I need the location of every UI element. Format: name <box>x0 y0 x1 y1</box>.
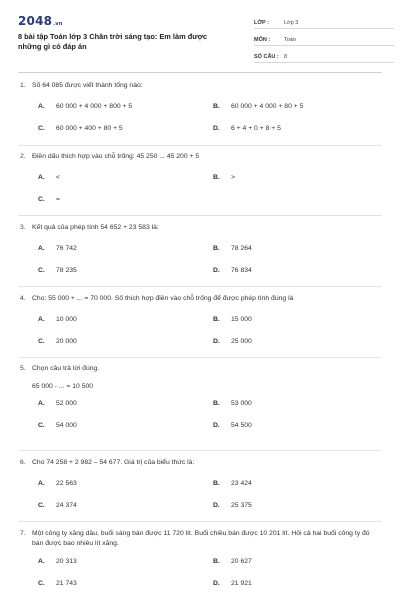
question-number: 1. <box>20 82 26 89</box>
option-letter: C. <box>38 580 45 587</box>
page-header <box>18 12 382 64</box>
option-c[interactable] <box>38 196 60 203</box>
meta-key: LỚP : <box>254 20 269 26</box>
option-text: 23 424 <box>231 480 252 487</box>
option-d[interactable] <box>213 422 252 429</box>
question-4 <box>18 294 382 362</box>
option-text: 78 264 <box>231 245 252 252</box>
option-text: 6 + 4 + 0 + 8 + 5 <box>231 125 281 132</box>
meta-row-count <box>254 49 394 63</box>
question-divider <box>18 145 382 146</box>
question-stem <box>18 529 382 549</box>
option-text: 25 375 <box>231 502 252 509</box>
option-letter: B. <box>213 316 220 323</box>
option-b[interactable] <box>213 245 252 252</box>
question-stem <box>18 81 382 91</box>
options <box>18 174 382 220</box>
option-letter: A. <box>38 316 45 323</box>
option-text: < <box>56 174 60 181</box>
question-stem <box>18 364 382 374</box>
option-a[interactable] <box>38 480 77 487</box>
option-letter: D. <box>213 125 220 132</box>
option-text: 15 000 <box>231 316 252 323</box>
option-letter: C. <box>38 502 45 509</box>
meta-value: Lớp 3 <box>284 20 299 26</box>
option-d[interactable] <box>213 502 252 509</box>
option-c[interactable] <box>38 580 77 587</box>
option-letter: B. <box>213 245 220 252</box>
option-letter: B. <box>213 400 220 407</box>
question-stem <box>18 294 382 304</box>
meta-value: Toán <box>284 37 296 43</box>
option-d[interactable] <box>213 125 281 132</box>
option-text: 60 000 + 4 000 + 800 + 5 <box>56 103 133 110</box>
options <box>18 480 382 526</box>
option-text: 20 313 <box>56 558 77 565</box>
question-2 <box>18 152 382 220</box>
option-letter: D. <box>213 338 220 345</box>
meta-key: MÔN : <box>254 37 271 43</box>
meta-key: SỐ CÂU : <box>254 54 279 60</box>
option-text: 25 000 <box>231 338 252 345</box>
option-text: 52 000 <box>56 400 77 407</box>
option-letter: C. <box>38 422 45 429</box>
option-text: 76 834 <box>231 267 252 274</box>
question-number: 4. <box>20 295 26 302</box>
option-letter: A. <box>38 480 45 487</box>
option-c[interactable] <box>38 422 77 429</box>
option-letter: B. <box>213 558 220 565</box>
option-d[interactable] <box>213 267 252 274</box>
option-letter: B. <box>213 103 220 110</box>
question-number: 6. <box>20 459 26 466</box>
option-letter: A. <box>38 245 45 252</box>
option-c[interactable] <box>38 502 77 509</box>
meta-value: 8 <box>284 54 288 60</box>
option-b[interactable] <box>213 316 252 323</box>
option-text: 21 921 <box>231 580 252 587</box>
option-text: 54 000 <box>56 422 77 429</box>
meta-info <box>254 15 394 66</box>
option-b[interactable] <box>213 558 252 565</box>
option-text: 76 742 <box>56 245 77 252</box>
option-b[interactable] <box>213 103 303 110</box>
option-a[interactable] <box>38 316 77 323</box>
question-6 <box>18 458 382 526</box>
question-text: Cho 74 258 + 2 982 – 54 677. Giá trị của biểu thức là: <box>32 459 195 466</box>
option-b[interactable] <box>213 400 252 407</box>
question-expression: 65 000 - ... = 10 500 <box>32 383 94 390</box>
question-text: Cho: 55 000 + ... = 70 000. Số thích hợp điền vào chỗ trống để được phép tính đúng là <box>32 295 294 302</box>
option-letter: C. <box>38 267 45 274</box>
option-text: 20 000 <box>56 338 77 345</box>
option-text: 60 000 + 400 + 80 + 5 <box>56 125 123 132</box>
option-text: 60 000 + 4 000 + 80 + 5 <box>231 103 304 110</box>
question-7 <box>18 529 382 600</box>
option-c[interactable] <box>38 125 123 132</box>
option-text: 24 374 <box>56 502 77 509</box>
document-title: 8 bài tập Toán lớp 3 Chân trời sáng tạo: Em làm được những gì có đáp án <box>18 32 207 51</box>
option-d[interactable] <box>213 580 252 587</box>
question-text: Điền dấu thích hợp vào chỗ trống: 45 250 ... 45 200 + 5 <box>32 153 200 160</box>
question-5 <box>18 364 382 446</box>
options <box>18 558 382 600</box>
options <box>18 245 382 291</box>
option-letter: C. <box>38 338 45 345</box>
question-divider <box>18 286 382 287</box>
meta-row-class <box>254 15 394 29</box>
option-text: 20 627 <box>231 558 252 565</box>
option-a[interactable] <box>38 400 77 407</box>
question-divider <box>18 357 382 358</box>
option-letter: A. <box>38 558 45 565</box>
option-text: 53 000 <box>231 400 252 407</box>
logo-text: 2048 <box>18 14 53 28</box>
option-text: 78 235 <box>56 267 77 274</box>
option-a[interactable] <box>38 245 77 252</box>
question-text: Chọn câu trả lời đúng. <box>32 365 100 372</box>
question-text: Một công ty xăng dầu, buổi sáng bán được 11 720 lít. Buổi chiều bán được 10 201 lít. Hỏi cả hai buổi công ty đó bán được bao nhiêu lít xăng. <box>32 530 370 547</box>
option-letter: B. <box>213 174 220 181</box>
question-number: 2. <box>20 153 26 160</box>
question-stem <box>18 152 382 162</box>
options <box>18 316 382 362</box>
question-1 <box>18 81 382 149</box>
option-letter: D. <box>213 422 220 429</box>
site-logo[interactable] <box>18 14 63 28</box>
option-text: = <box>56 196 60 203</box>
option-letter: A. <box>38 174 45 181</box>
question-divider <box>18 450 382 451</box>
option-a[interactable] <box>38 558 77 565</box>
options <box>18 103 382 149</box>
option-text: 10 000 <box>56 316 77 323</box>
header-divider <box>18 72 382 73</box>
option-c[interactable] <box>38 338 77 345</box>
question-stem <box>18 458 382 468</box>
option-a[interactable] <box>38 174 60 181</box>
option-c[interactable] <box>38 267 77 274</box>
option-letter: D. <box>213 502 220 509</box>
option-text: > <box>231 174 235 181</box>
option-letter: D. <box>213 580 220 587</box>
question-number: 5. <box>20 365 26 372</box>
question-number: 3. <box>20 224 26 231</box>
option-letter: A. <box>38 400 45 407</box>
option-text: 21 743 <box>56 580 77 587</box>
option-text: 22 563 <box>56 480 77 487</box>
question-divider <box>18 521 382 522</box>
option-letter: C. <box>38 125 45 132</box>
option-b[interactable] <box>213 174 235 181</box>
question-number: 7. <box>20 530 26 537</box>
question-text: Kết quả của phép tính 54 652 + 23 583 là: <box>32 224 159 231</box>
question-stem <box>18 223 382 233</box>
options <box>18 400 382 446</box>
option-b[interactable] <box>213 480 252 487</box>
option-d[interactable] <box>213 338 252 345</box>
option-a[interactable] <box>38 103 132 110</box>
option-letter: B. <box>213 480 220 487</box>
option-text: 54 500 <box>231 422 252 429</box>
option-letter: D. <box>213 267 220 274</box>
logo-suffix: .vn <box>53 21 63 27</box>
question-divider <box>18 215 382 216</box>
question-3 <box>18 223 382 291</box>
question-text: Số 64 085 được viết thành tổng nào: <box>32 82 143 89</box>
option-letter: A. <box>38 103 45 110</box>
option-letter: C. <box>38 196 45 203</box>
meta-row-subject <box>254 32 394 46</box>
